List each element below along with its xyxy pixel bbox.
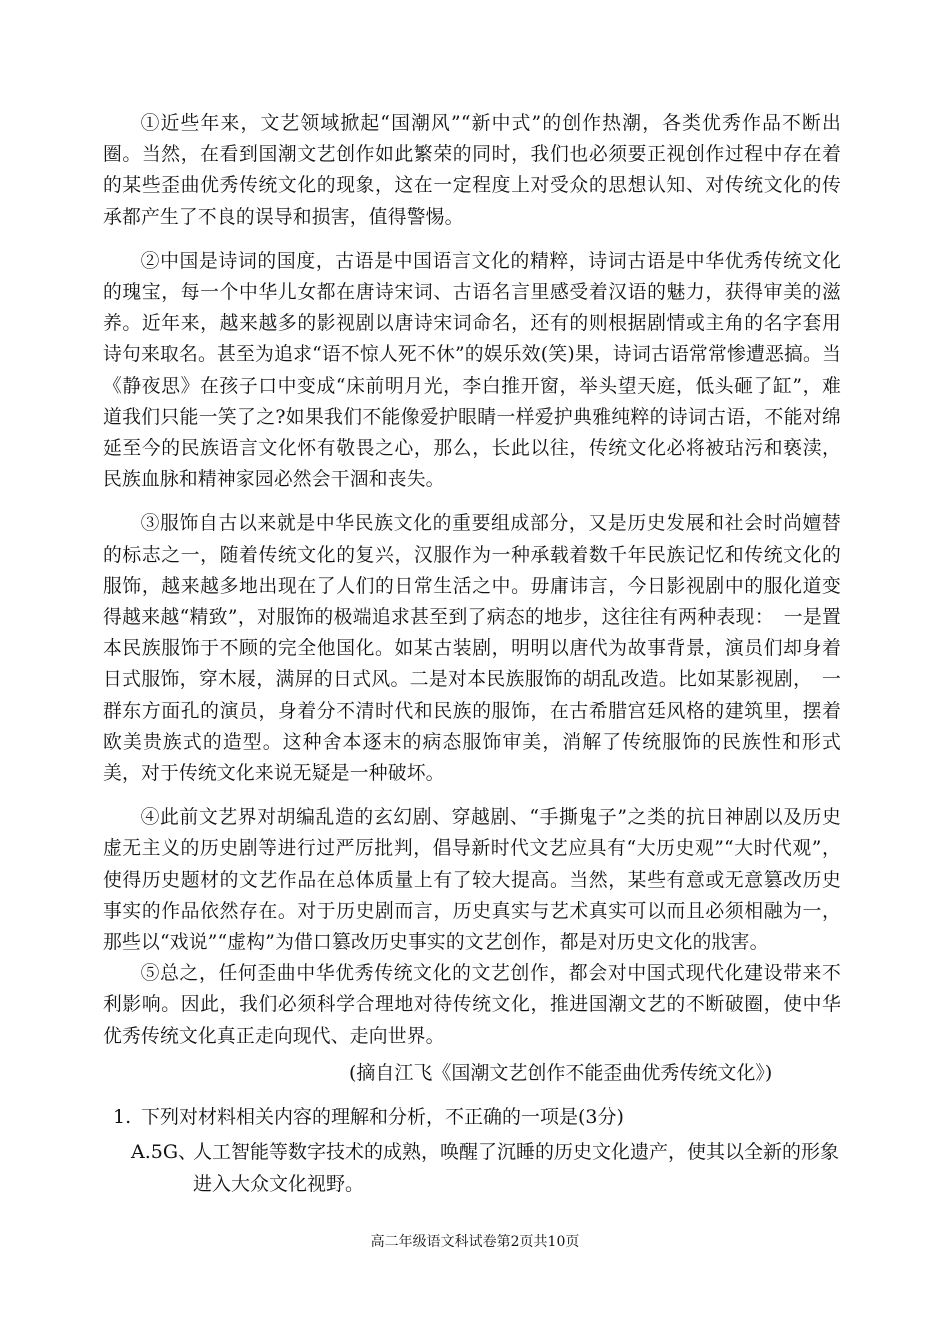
question-text: 下列对材料相关内容的理解和分析，不正确的一项是(3分) xyxy=(141,1106,624,1128)
option-a-text: 人工智能等数字技术的成熟，唤醒了沉睡的历史文化遗产，使其以全新的形象进入大众文化视野。 xyxy=(193,1141,840,1195)
paragraph-2: ②中国是诗词的国度，古语是中国语言文化的精粹，诗词古语是中华优秀传统文化的瑰宝，每一个中华儿女都在唐诗宋词、古语名言里感受着汉语的魅力，获得审美的滋养。近年来，越来越多的影视剧以唐诗宋词命名，还有的则根据剧情或主角的名字套用诗句来取名。甚至为追求“语不惊人死不休”的娱乐效(笑)果，诗词古语常常惨遭恶搞。当《静夜思》在孩子口中变成“床前明月光，李白推开窗，举头望天庭，低头砸了缸”，难道我们只能一笑了之?如果我们不能像爱护眼睛一样爱护典雅纯粹的诗词古语，不能对绵延至今的民族语言文化怀有敬畏之心，那么，长此以往，传统文化必将被玷污和亵渎，民族血脉和精神家园必然会干涸和丧失。 xyxy=(103,250,841,491)
page-footer: 高二年级语文科试卷第2页共10页 xyxy=(370,1234,580,1250)
reading-passage xyxy=(103,108,841,1090)
question-number: 1. xyxy=(113,1106,132,1128)
paragraph-4: ④此前文艺界对胡编乱造的玄幻剧、穿越剧、“手撕鬼子”之类的抗日神剧以及历史虚无主义的历史剧等进行过严厉批判，倡导新时代文艺应具有“大历史观”“大时代观”，使得历史题材的文艺作品在总体质量上有了较大提高。当然，某些有意或无意篡改历史事实的作品依然存在。对于历史剧而言，历史真实与艺术真实可以而且必须相融为一，那些以“戏说”“虚构”为借口篡改历史事实的文艺创作，都是对历史文化的戕害。 xyxy=(103,807,841,954)
paragraph-5: ⑤总之，任何歪曲中华优秀传统文化的文艺创作，都会对中国式现代化建设带来不利影响。因此，我们必须科学合理地对待传统文化，推进国潮文艺的不断破圈，使中华优秀传统文化真正走向现代、走向世界。 xyxy=(103,963,841,1047)
question-1 xyxy=(113,1102,841,1200)
paragraph-1: ①近些年来，文艺领域掀起“国潮风”“新中式”的创作热潮，各类优秀作品不断出圈。当然，在看到国潮文艺创作如此繁荣的同时，我们也必须要正视创作过程中存在着的某些歪曲优秀传统文化的现象，这在一定程度上对受众的思想认知、对传统文化的传承都产生了不良的误导和损害，值得警惕。 xyxy=(103,113,841,228)
question-stem xyxy=(113,1102,841,1132)
option-a xyxy=(113,1136,841,1200)
passage-source: (摘自江飞《国潮文艺创作不能歪曲优秀传统文化》) xyxy=(349,1061,773,1084)
paragraph-3: ③服饰自古以来就是中华民族文化的重要组成部分，又是历史发展和社会时尚嬗替的标志之一，随着传统文化的复兴，汉服作为一种承载着数千年民族记忆和传统文化的服饰，越来越多地出现在了人们的日常生活之中。毋庸讳言，今日影视剧中的服化道变得越来越“精致”，对服饰的极端追求甚至到了病态的地步，这往往有两种表现： 一是置本民族服饰于不顾的完全他国化。如某古装剧，明明以唐代为故事背景，演员们却身着日式服饰，穿木屐，满屏的日式风。二是对本民族服饰的胡乱改造。比如某影视剧， 一群东方面孔的演员，身着分不清时代和民族的服饰，在古希腊宫廷风格的建筑里，摆着欧美贵族式的造型。这种舍本逐末的病态服饰审美，消解了传统服饰的民族性和形式美，对于传统文化来说无疑是一种破坏。 xyxy=(103,513,841,785)
option-a-key: A.5G、 xyxy=(131,1141,198,1163)
